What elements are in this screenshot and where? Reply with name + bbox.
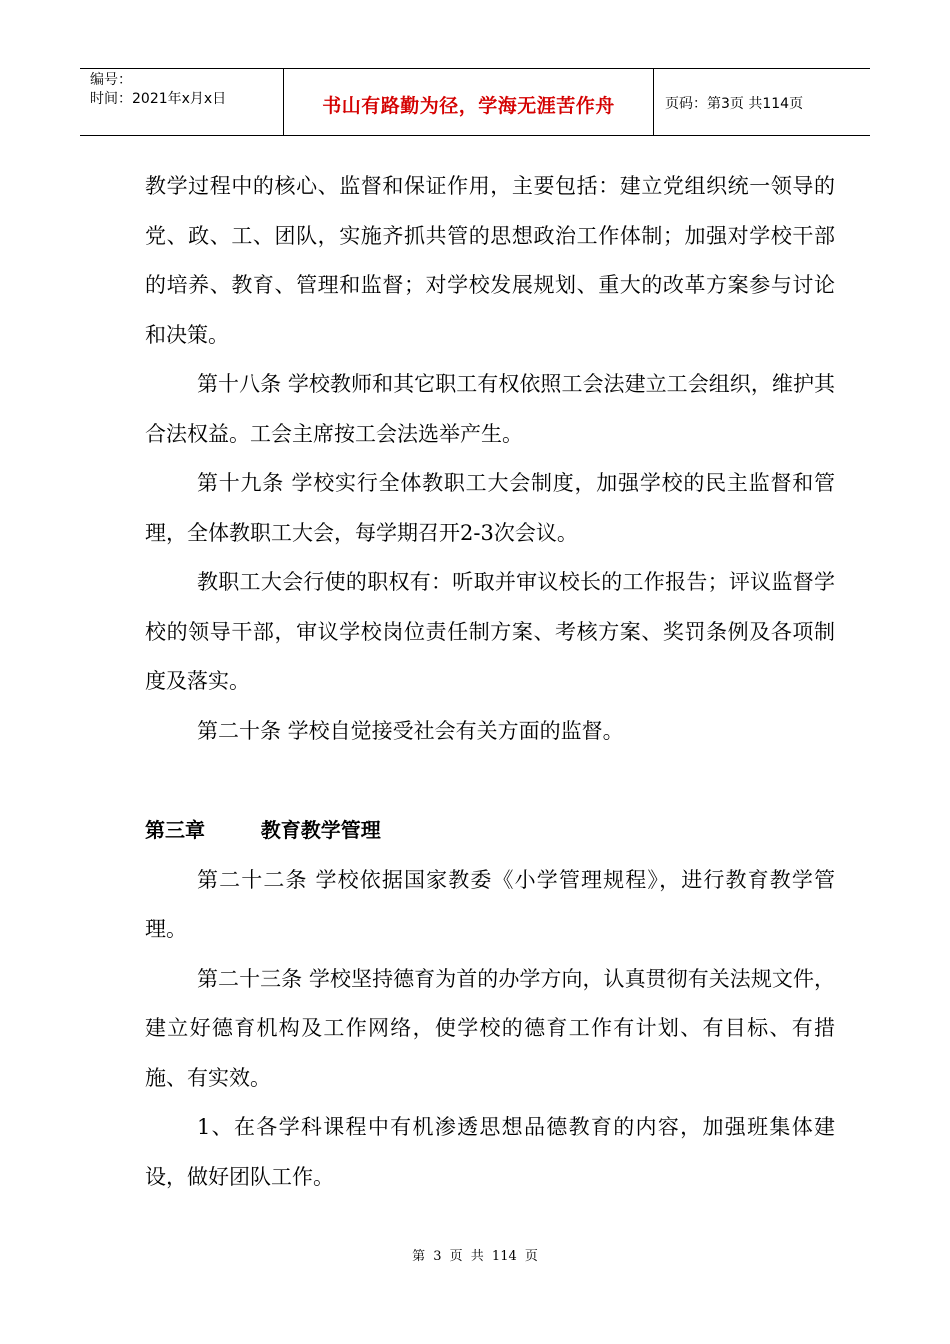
document-number-label: 编号：	[90, 72, 132, 88]
header-motto: 书山有路勤为径，学海无涯苦作舟	[283, 69, 654, 135]
paragraph: 第二十二条 学校依据国家教委《小学管理规程》，进行教育教学管理。	[145, 867, 835, 941]
header-meta	[80, 69, 283, 135]
paragraph: 教学过程中的核心、监督和保证作用，主要包括：建立党组织统一领导的党、政、工、团队，实施齐抓共管的思想政治工作体制；加强对学校干部的培养、教育、管理和监督；对学校发展规划、重大的改革方案参与讨论和决策。	[145, 174, 835, 347]
paragraph: 第十八条 学校教师和其它职工有权依照工会法建立工会组织，维护其合法权益。工会主席按工会法选举产生。	[145, 372, 835, 446]
page-footer: 第 3 页 共 114 页	[412, 1249, 538, 1264]
header-page-label: 页码：第3页 共114页	[665, 96, 804, 112]
page-header	[80, 68, 870, 136]
paragraph: 1、在各学科课程中有机渗透思想品德教育的内容，加强班集体建设，做好团队工作。	[145, 1115, 835, 1189]
document-body	[145, 162, 835, 1202]
paragraph: 第十九条 学校实行全体教职工大会制度，加强学校的民主监督和管理，全体教职工大会，每学期召开2-3次会议。	[145, 471, 835, 545]
paragraph: 第二十条 学校自觉接受社会有关方面的监督。	[197, 718, 624, 743]
paragraph: 教职工大会行使的职权有：听取并审议校长的工作报告；评议监督学校的领导干部，审议学校岗位责任制方案、考核方案、奖罚条例及各项制度及落实。	[145, 570, 835, 693]
document-time-label: 时间：2021年x月x日	[90, 91, 227, 107]
paragraph: 第二十三条 学校坚持德育为首的办学方向，认真贯彻有关法规文件，建立好德育机构及工作网络，使学校的德育工作有计划、有目标、有措施、有实效。	[145, 966, 835, 1090]
chapter-title: 第三章 教育教学管理	[145, 818, 381, 842]
